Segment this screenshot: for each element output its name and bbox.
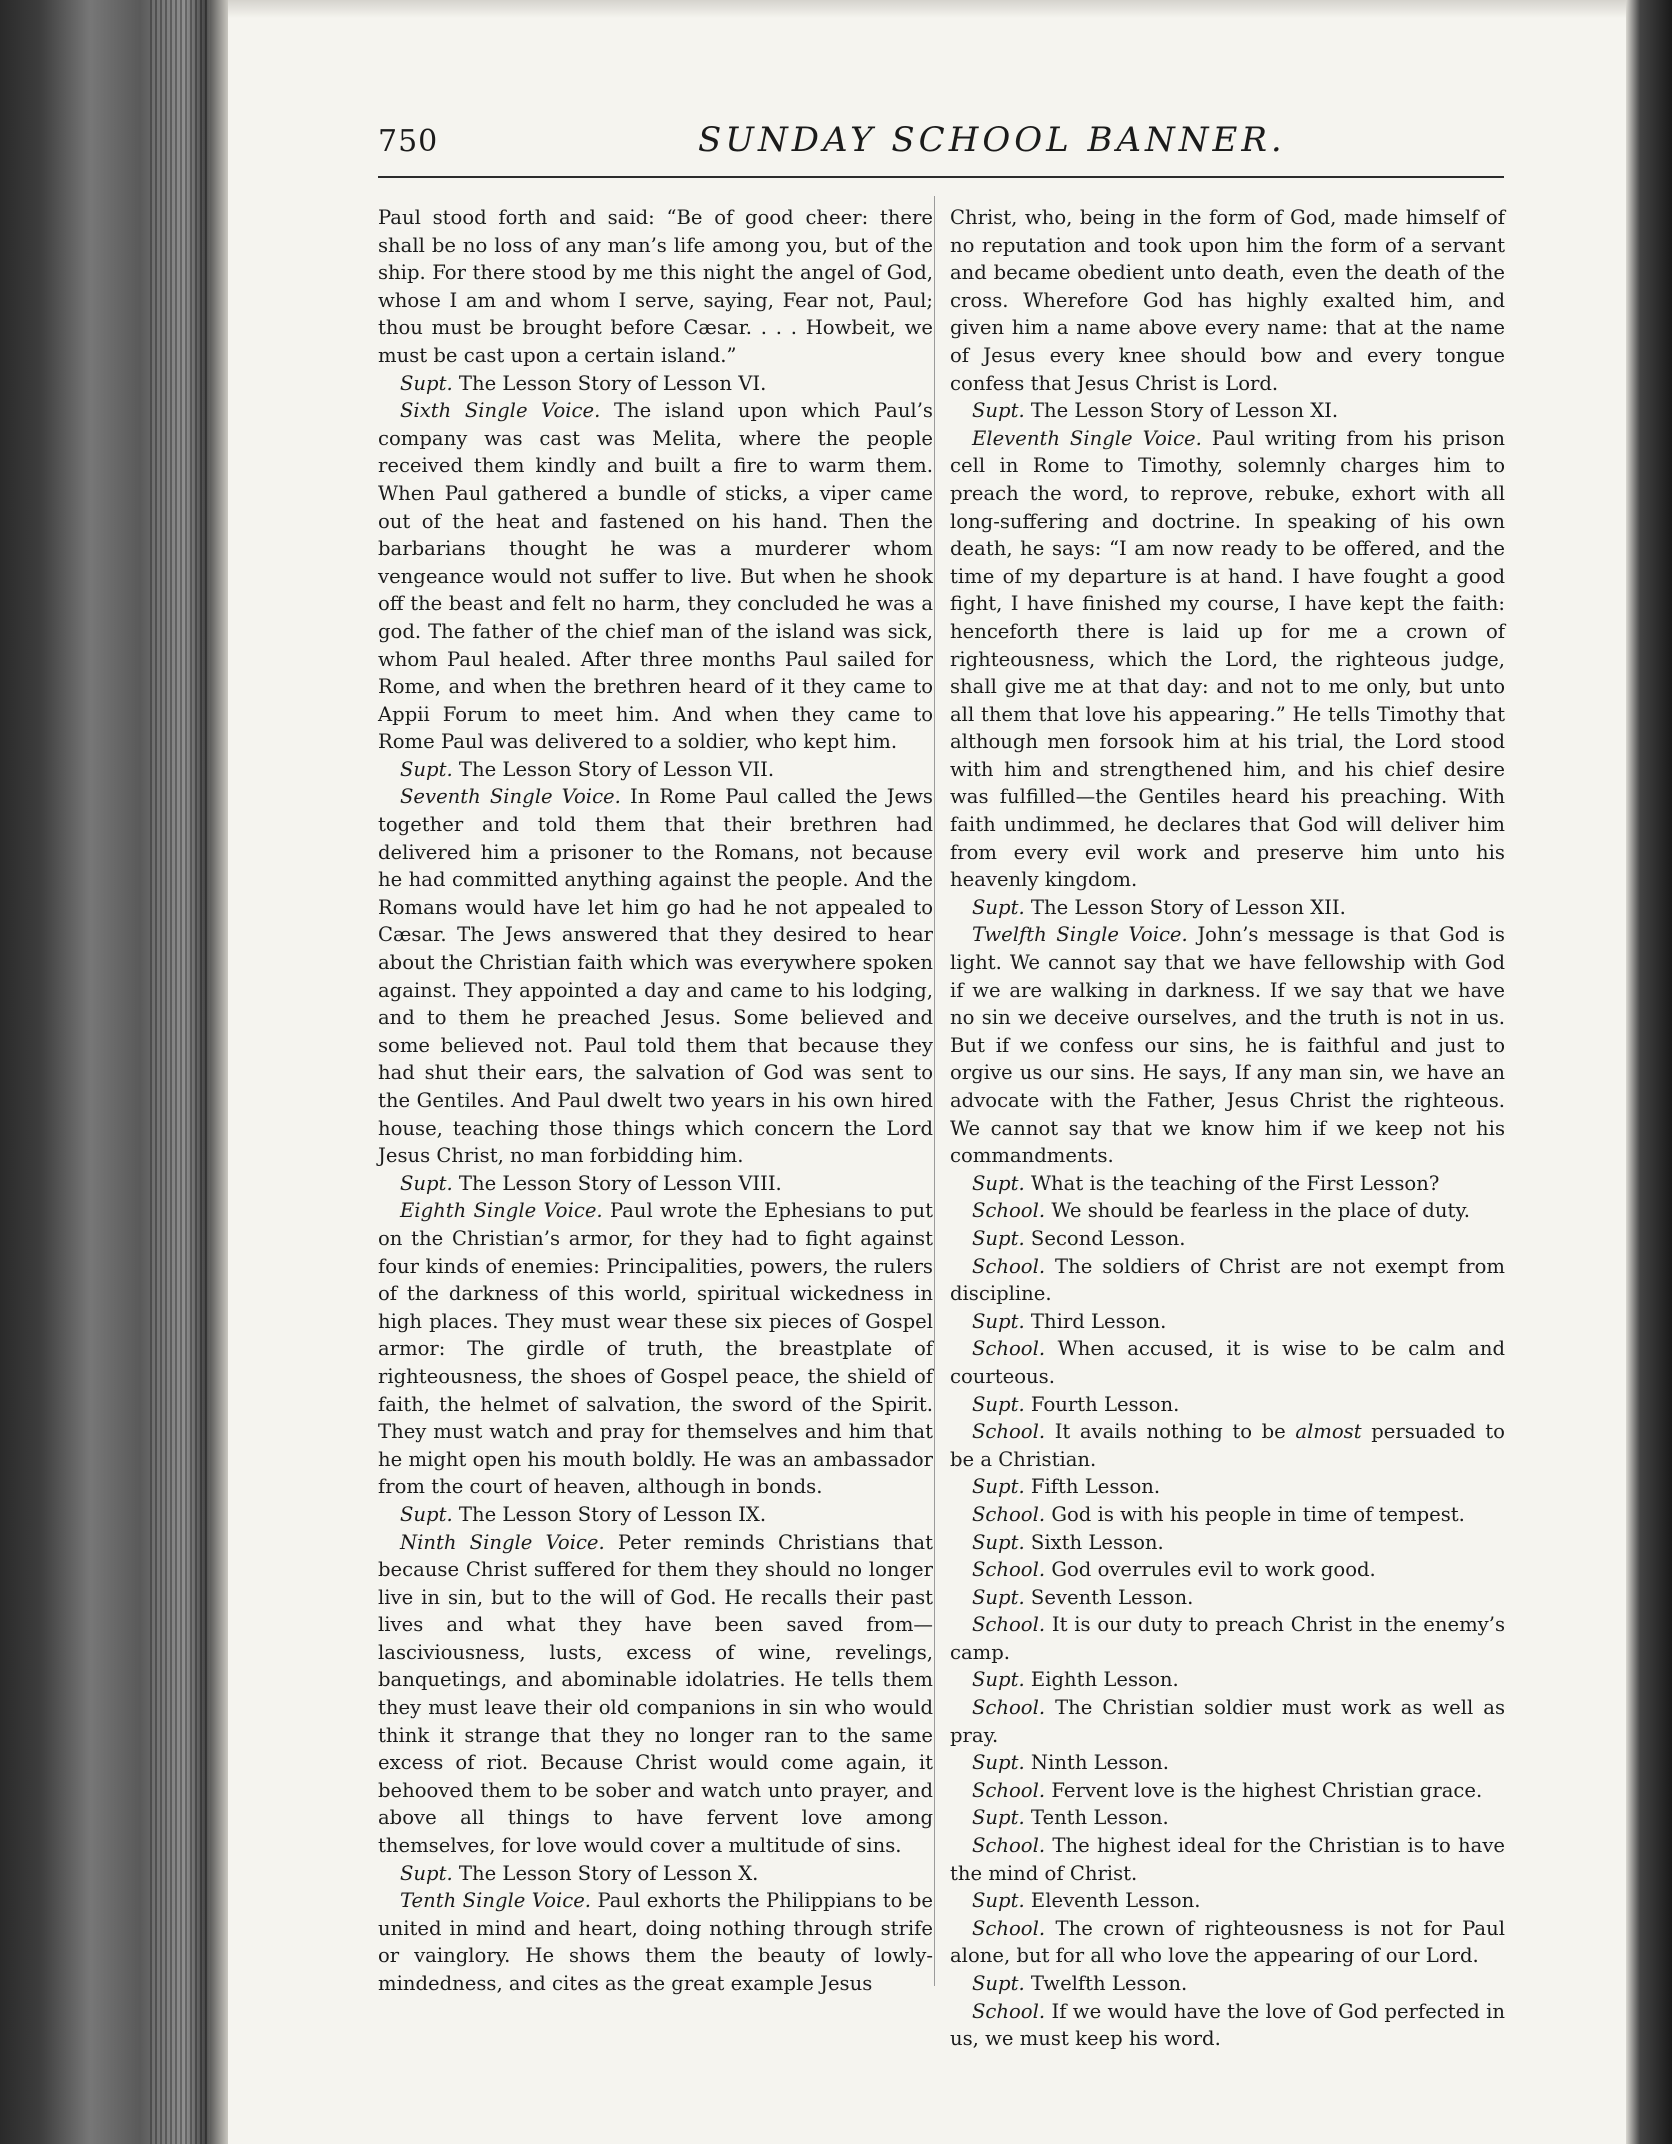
speaker-label: Supt. bbox=[972, 1972, 1025, 1995]
speaker-label: Supt. bbox=[400, 371, 453, 395]
paragraph bbox=[950, 1694, 1505, 1749]
paragraph bbox=[378, 1197, 933, 1501]
paragraph bbox=[950, 1666, 1505, 1694]
paragraph bbox=[950, 1611, 1505, 1666]
paragraph bbox=[950, 425, 1505, 894]
paragraph-text: In Rome Paul called the Jews together and told them that their brethren had delivered him a prisoner to the Romans, not because he had committed anything against the people. And the Romans would have let him go had he not appealed to Cæsar. The Jews answered that they desired to hear about the Christian faith which was everywhere spoken against. They appointed a day and came to his lodging, and to them he preached Jesus. Some believed and some believed not. Paul told them that because they had shut their ears, the salvation of God was sent to the Gentiles. And Paul dwelt two years in his own hired house, teaching those things which concern the Lord Jesus Christ, no man forbidding him. bbox=[378, 785, 933, 1168]
paragraph bbox=[950, 1915, 1505, 1970]
paragraph-text: Second Lesson. bbox=[1030, 1226, 1186, 1250]
paragraph-text: When accused, it is wise to be calm and courteous. bbox=[950, 1337, 1506, 1388]
paragraph-text: The Lesson Story of Lesson X. bbox=[458, 1861, 759, 1885]
page-header bbox=[378, 120, 1508, 180]
speaker-label: Twelfth Single Voice. bbox=[972, 923, 1188, 947]
speaker-label: Eleventh Single Voice. bbox=[972, 426, 1202, 450]
speaker-label: Supt. bbox=[972, 1392, 1025, 1416]
page-edges bbox=[150, 0, 210, 2144]
paragraph bbox=[950, 1584, 1505, 1612]
paragraph bbox=[950, 1197, 1505, 1225]
paragraph bbox=[950, 1225, 1505, 1253]
speaker-label: Supt. bbox=[400, 1861, 453, 1885]
paragraph-text: If we would have the love of God perfected in us, we must keep his word. bbox=[950, 1999, 1505, 2051]
header-rule bbox=[378, 176, 1504, 178]
paragraph-text: The crown of righteousness is not for Paul alone, but for all who love the appearing of our Lord. bbox=[950, 1916, 1505, 1968]
paragraph bbox=[950, 1804, 1505, 1832]
paragraph-text: Fifth Lesson. bbox=[1030, 1475, 1161, 1499]
speaker-label: Tenth Single Voice. bbox=[400, 1889, 592, 1913]
paragraph-text: The soldiers of Christ are not exempt from discipline. bbox=[950, 1254, 1506, 1306]
paragraph bbox=[378, 1529, 933, 1860]
paragraph-text: Third Lesson. bbox=[1030, 1309, 1167, 1333]
paragraph-text: The island upon which Paul’s company was cast was Melita, where the people received them kindly and built a fire to warm them. When Paul gathered a bundle of sticks, a viper came out of the heat and fastened on his hand. Then the barbarians thought he was a murderer whom vengeance would not suffer to live. But when he shook off the beast and felt no harm, they concluded he was a god. The father of the chief man of the island was sick, whom Paul healed. After three months Paul sailed for Rome, and when the brethren heard of it they came to Appii Forum to meet him. And when they came to Rome Paul was delivered to a soldier, who kept him. bbox=[378, 399, 933, 754]
paragraph-text: God overrules evil to work good. bbox=[1051, 1558, 1376, 1582]
paragraph bbox=[950, 1777, 1505, 1805]
paragraph-text: The highest ideal for the Christian is to have the mind of Christ. bbox=[950, 1834, 1505, 1885]
paragraph bbox=[950, 1749, 1505, 1777]
speaker-label: School. bbox=[972, 1778, 1046, 1802]
paragraph-text: The Lesson Story of Lesson XI. bbox=[1030, 399, 1339, 423]
paragraph bbox=[950, 1170, 1505, 1198]
paragraph-text: Fourth Lesson. bbox=[1030, 1392, 1180, 1416]
speaker-label: Supt. bbox=[972, 1530, 1025, 1554]
speaker-label: Supt. bbox=[972, 1475, 1025, 1499]
speaker-label: School. bbox=[972, 1999, 1046, 2023]
paragraph bbox=[378, 204, 933, 370]
speaker-label: Supt. bbox=[400, 757, 453, 781]
paragraph bbox=[950, 1970, 1505, 1998]
paragraph bbox=[950, 1529, 1505, 1557]
speaker-label: Supt. bbox=[400, 1171, 453, 1195]
paragraph bbox=[950, 1391, 1505, 1419]
paragraph-text: God is with his people in time of tempest. bbox=[1051, 1502, 1465, 1526]
paragraph bbox=[378, 756, 933, 784]
paragraph bbox=[378, 1170, 933, 1198]
paragraph bbox=[950, 1832, 1505, 1887]
paragraph-text: Eighth Lesson. bbox=[1030, 1668, 1179, 1692]
speaker-label: Eighth Single Voice. bbox=[400, 1199, 603, 1223]
paragraph bbox=[378, 1860, 933, 1888]
speaker-label: School. bbox=[972, 1834, 1046, 1858]
paragraph-text: Fervent love is the highest Christian grace. bbox=[1051, 1778, 1483, 1802]
page-number: 750 bbox=[378, 124, 439, 159]
paragraph bbox=[950, 1887, 1505, 1915]
speaker-label: Supt. bbox=[972, 895, 1025, 919]
paragraph-text: persuaded to be a Christian. bbox=[950, 1420, 1505, 1471]
paragraph bbox=[378, 1501, 933, 1529]
speaker-label: Supt. bbox=[972, 1585, 1025, 1609]
paragraph-text: Twelfth Lesson. bbox=[1030, 1972, 1188, 1995]
left-column bbox=[378, 204, 933, 1998]
paragraph-text: We should be fearless in the place of duty. bbox=[1051, 1199, 1471, 1223]
emphasis: almost bbox=[1295, 1420, 1362, 1444]
paragraph-text: The Lesson Story of Lesson VI. bbox=[458, 371, 767, 395]
paragraph bbox=[950, 1556, 1505, 1584]
speaker-label: School. bbox=[972, 1199, 1046, 1223]
speaker-label: Supt. bbox=[972, 1889, 1025, 1913]
speaker-label: School. bbox=[972, 1337, 1046, 1361]
speaker-label: Supt. bbox=[400, 1502, 453, 1526]
right-page-edge bbox=[1626, 0, 1672, 2144]
top-shadow bbox=[228, 0, 1626, 18]
paragraph-text: Seventh Lesson. bbox=[1030, 1585, 1194, 1609]
paragraph bbox=[378, 783, 933, 1169]
paragraph-text: The Lesson Story of Lesson VII. bbox=[458, 757, 775, 781]
paragraph bbox=[950, 1473, 1505, 1501]
speaker-label: Seventh Single Voice. bbox=[400, 785, 621, 809]
paragraph-text: The Lesson Story of Lesson XII. bbox=[1030, 895, 1346, 919]
paragraph bbox=[950, 397, 1505, 425]
paragraph bbox=[950, 1335, 1505, 1390]
speaker-label: Ninth Single Voice. bbox=[400, 1530, 605, 1554]
speaker-label: School. bbox=[972, 1558, 1046, 1582]
speaker-label: Supt. bbox=[972, 1226, 1025, 1250]
paragraph bbox=[950, 1308, 1505, 1336]
speaker-label: Supt. bbox=[972, 1806, 1025, 1830]
paragraph-text: Paul exhorts the Philippians to be united in mind and heart, doing nothing through strife or vainglory. He shows them the beauty of lowly-mindedness, and cites as the great example Jesus bbox=[378, 1889, 933, 1995]
paragraph-text: Paul wrote the Ephesians to put on the Christian’s armor, for they had to fight against four kinds of enemies: Principalities, powers, the rulers of the darkness of this world, spiritual wickedness in high places. They must wear these six pieces of Gospel armor: The girdle of truth, the breastplate of righteousness, the shoes of Gospel peace, the shield of faith, the helmet of salvation, the sword of the Spirit. They must watch and pray for themselves and him that he might open his mouth boldly. He was an ambassador from the court of heaven, although in bonds. bbox=[378, 1199, 934, 1499]
paragraph-text: Eleventh Lesson. bbox=[1030, 1889, 1201, 1913]
paragraph-text: John’s message is that God is light. We cannot say that we have fellowship with God if we are walking in darkness. If we say that we have no sin we deceive ourselves, and the truth is not in us. But if we confess our sins, he is faithful and just to orgive us our sins. He says, If any man sin, we have an advocate with the Father, Jesus Christ the righteous. We cannot say that we know him if we keep not his commandments. bbox=[950, 923, 1505, 1168]
paragraph bbox=[950, 1253, 1505, 1308]
column-divider bbox=[934, 196, 935, 1986]
paragraph bbox=[950, 1998, 1505, 2053]
speaker-label: School. bbox=[972, 1696, 1046, 1720]
paragraph bbox=[950, 894, 1505, 922]
paragraph-text: The Lesson Story of Lesson VIII. bbox=[458, 1171, 782, 1195]
speaker-label: Supt. bbox=[972, 1309, 1025, 1333]
paragraph bbox=[950, 1418, 1505, 1473]
running-title: SUNDAY SCHOOL BANNER. bbox=[698, 120, 1286, 160]
paragraph-text: What is the teaching of the First Lesson? bbox=[1030, 1171, 1440, 1195]
paragraph-text: Peter reminds Christians that because Christ suffered for them they should no longer live in sin, but to the will of God. He recalls their past lives and what they have been saved from—lasciviousness, lusts, excess of wine, revelings, banquetings, and abominable idolatries. He tells them they must leave their old companions in sin who would think it strange that they no longer ran to the same excess of riot. Because Christ would come again, it behooved them to be sober and watch unto prayer, and above all things to have fervent love among themselves, for love would cover a multitude of sins. bbox=[378, 1530, 933, 1858]
paragraph-text: It is our duty to preach Christ in the enemy’s camp. bbox=[950, 1613, 1506, 1664]
paragraph bbox=[378, 370, 933, 398]
paragraph-text: Christ, who, being in the form of God, made himself of no reputation and took upon him the form of a servant and became obedient unto death, even the death of the cross. Wherefore God has highly exalted him, and given him a name above every name: that at the name of Jesus every knee should bow and every tongue confess that Jesus Christ is Lord. bbox=[950, 206, 1505, 395]
paragraph-text: Paul stood forth and said: “Be of good cheer: there shall be no loss of any man’s life among you, but of the ship. For there stood by me this night the angel of God, whose I am and whom I serve, saying, Fear not, Paul; thou must be brought before Cæsar. . . . Howbeit, we must be cast upon a certain island.” bbox=[378, 206, 933, 367]
speaker-label: Sixth Single Voice. bbox=[400, 399, 601, 423]
paragraph bbox=[950, 921, 1505, 1169]
paragraph-text: Sixth Lesson. bbox=[1030, 1530, 1164, 1554]
speaker-label: School. bbox=[972, 1916, 1046, 1940]
paragraph-text: The Christian soldier must work as well as pray. bbox=[950, 1696, 1505, 1747]
paragraph bbox=[378, 397, 933, 756]
speaker-label: School. bbox=[972, 1613, 1046, 1637]
paragraph-text: The Lesson Story of Lesson IX. bbox=[458, 1502, 767, 1526]
paragraph-text: Paul writing from his prison cell in Rome to Timothy, solemnly charges him to preach the word, to reprove, rebuke, exhort with all long-suffering and doctrine. In speaking of his own death, he says: “I am now ready to be offered, and the time of my departure is at hand. I have fought a good fight, I have finished my course, I have kept the faith: henceforth there is laid up for me a crown of righteousness, which the Lord, the righteous judge, shall give me at that day: and not to me only, but unto all them that love his appearing.” He tells Timothy that although men forsook him at his trial, the Lord stood with him and strengthened him, and his chief desire was fulfilled—the Gentiles heard his preaching. With faith undimmed, he declares that God will deliver him from every evil work and preserve him unto his heavenly kingdom. bbox=[950, 426, 1505, 892]
paragraph bbox=[950, 204, 1505, 397]
speaker-label: School. bbox=[972, 1420, 1046, 1444]
paragraph-text: Ninth Lesson. bbox=[1030, 1751, 1170, 1775]
speaker-label: Supt. bbox=[972, 399, 1025, 423]
right-column bbox=[950, 204, 1505, 2053]
speaker-label: School. bbox=[972, 1502, 1046, 1526]
speaker-label: Supt. bbox=[972, 1751, 1025, 1775]
paragraph-text: It avails nothing to be bbox=[1054, 1420, 1286, 1444]
speaker-label: Supt. bbox=[972, 1668, 1025, 1692]
paragraph bbox=[378, 1887, 933, 1997]
paragraph bbox=[950, 1501, 1505, 1529]
speaker-label: School. bbox=[972, 1254, 1046, 1278]
speaker-label: Supt. bbox=[972, 1171, 1025, 1195]
paragraph-text: Tenth Lesson. bbox=[1030, 1806, 1169, 1830]
